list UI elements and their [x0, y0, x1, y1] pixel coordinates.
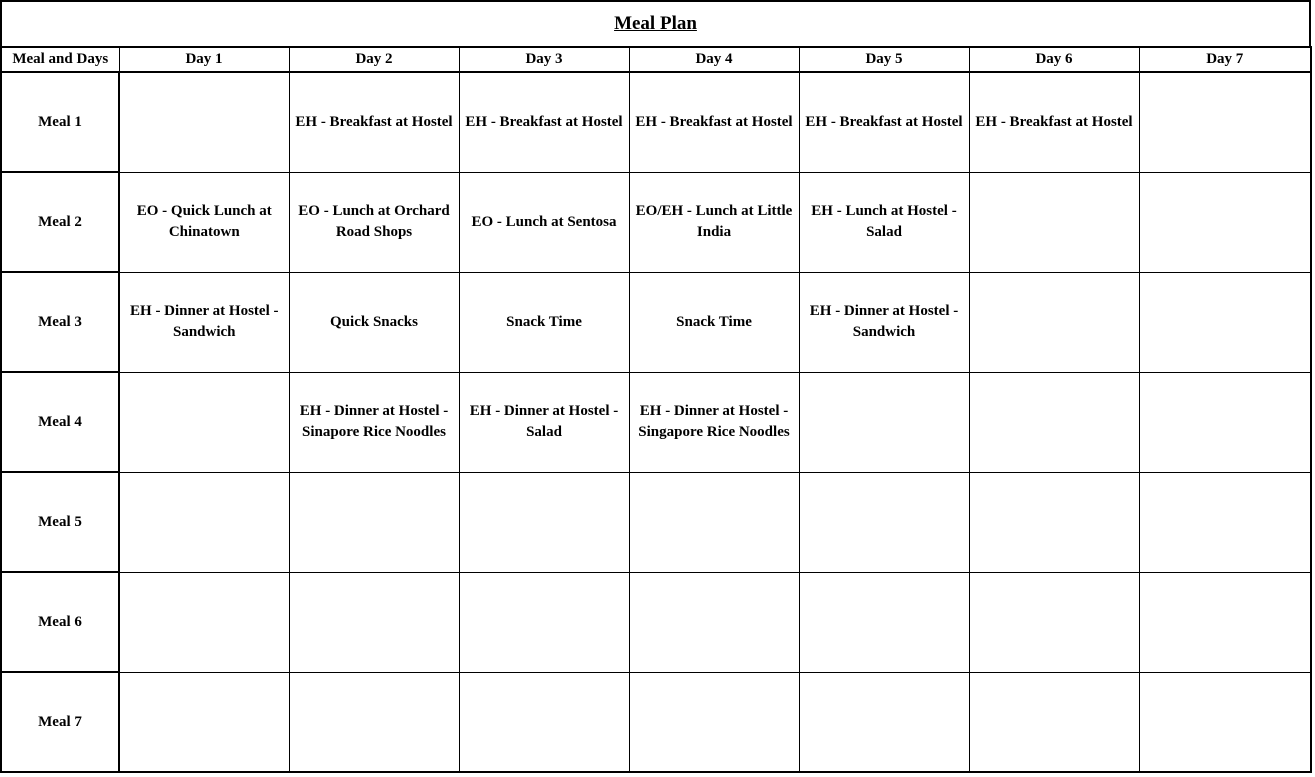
corner-header-cell[interactable]: Meal and Days: [1, 47, 119, 72]
meal-label-cell[interactable]: Meal 6: [1, 572, 119, 672]
meal-row: [1, 372, 1311, 472]
meal-row: [1, 472, 1311, 572]
meal-cell[interactable]: [629, 572, 799, 672]
day-header-cell[interactable]: Day 2: [289, 47, 459, 72]
meal-cell[interactable]: EH - Dinner at Hostel - Salad: [459, 372, 629, 472]
meal-cell[interactable]: [459, 672, 629, 772]
meal-label-cell[interactable]: Meal 3: [1, 272, 119, 372]
meal-cell[interactable]: [969, 172, 1139, 272]
meal-cell[interactable]: [459, 472, 629, 572]
meal-cell[interactable]: [969, 472, 1139, 572]
meal-cell[interactable]: EH - Breakfast at Hostel: [799, 72, 969, 172]
title-cell[interactable]: [0, 0, 1311, 48]
day-header-cell[interactable]: Day 3: [459, 47, 629, 72]
meal-cell[interactable]: [1139, 672, 1311, 772]
meal-cell[interactable]: EH - Dinner at Hostel - Sandwich: [799, 272, 969, 372]
meal-cell[interactable]: [289, 572, 459, 672]
meal-row: [1, 172, 1311, 272]
meal-cell[interactable]: [969, 272, 1139, 372]
day-header-cell[interactable]: Day 4: [629, 47, 799, 72]
meal-cell[interactable]: [119, 72, 289, 172]
meal-cell[interactable]: [1139, 372, 1311, 472]
meal-cell[interactable]: Snack Time: [629, 272, 799, 372]
meal-cell[interactable]: [799, 572, 969, 672]
meal-cell[interactable]: [1139, 572, 1311, 672]
meal-row: [1, 72, 1311, 172]
meal-cell[interactable]: EH - Dinner at Hostel - Sandwich: [119, 272, 289, 372]
meal-cell[interactable]: [969, 372, 1139, 472]
meal-cell[interactable]: EO - Lunch at Sentosa: [459, 172, 629, 272]
meal-cell[interactable]: [119, 372, 289, 472]
meal-label-cell[interactable]: Meal 2: [1, 172, 119, 272]
meal-cell[interactable]: EO - Quick Lunch at Chinatown: [119, 172, 289, 272]
meal-label-cell[interactable]: Meal 1: [1, 72, 119, 172]
meal-cell[interactable]: [799, 372, 969, 472]
meal-cell[interactable]: [1139, 172, 1311, 272]
meal-cell[interactable]: EH - Breakfast at Hostel: [289, 72, 459, 172]
meal-cell[interactable]: [799, 672, 969, 772]
meal-row: [1, 272, 1311, 372]
day-header-cell[interactable]: Day 5: [799, 47, 969, 72]
meal-cell[interactable]: EH - Breakfast at Hostel: [459, 72, 629, 172]
meal-cell[interactable]: Snack Time: [459, 272, 629, 372]
meal-cell[interactable]: [799, 472, 969, 572]
meal-cell[interactable]: Quick Snacks: [289, 272, 459, 372]
meal-row: [1, 672, 1311, 772]
meal-row: [1, 572, 1311, 672]
meal-cell[interactable]: EH - Lunch at Hostel - Salad: [799, 172, 969, 272]
meal-cell[interactable]: EH - Dinner at Hostel - Sinapore Rice Noodles: [289, 372, 459, 472]
meal-cell[interactable]: [969, 572, 1139, 672]
meal-cell[interactable]: EH - Breakfast at Hostel: [969, 72, 1139, 172]
meal-cell[interactable]: [1139, 472, 1311, 572]
meal-label-cell[interactable]: Meal 7: [1, 672, 119, 772]
meal-cell[interactable]: [119, 572, 289, 672]
meal-cell[interactable]: [289, 472, 459, 572]
header-row: [1, 47, 1311, 72]
meal-cell[interactable]: [969, 672, 1139, 772]
meal-cell[interactable]: [119, 672, 289, 772]
meal-cell[interactable]: EO - Lunch at Orchard Road Shops: [289, 172, 459, 272]
meal-cell[interactable]: [629, 672, 799, 772]
meal-plan-table: [0, 46, 1312, 773]
meal-cell[interactable]: [1139, 72, 1311, 172]
meal-cell[interactable]: EH - Breakfast at Hostel: [629, 72, 799, 172]
meal-cell[interactable]: EH - Dinner at Hostel - Singapore Rice Noodles: [629, 372, 799, 472]
day-header-cell[interactable]: Day 1: [119, 47, 289, 72]
meal-label-cell[interactable]: Meal 4: [1, 372, 119, 472]
day-header-cell[interactable]: Day 7: [1139, 47, 1311, 72]
meal-cell[interactable]: EO/EH - Lunch at Little India: [629, 172, 799, 272]
sheet-title: Meal Plan: [614, 13, 697, 34]
meal-cell[interactable]: [1139, 272, 1311, 372]
meal-label-cell[interactable]: Meal 5: [1, 472, 119, 572]
meal-cell[interactable]: [289, 672, 459, 772]
meal-cell[interactable]: [119, 472, 289, 572]
meal-cell[interactable]: [629, 472, 799, 572]
day-header-cell[interactable]: Day 6: [969, 47, 1139, 72]
meal-cell[interactable]: [459, 572, 629, 672]
